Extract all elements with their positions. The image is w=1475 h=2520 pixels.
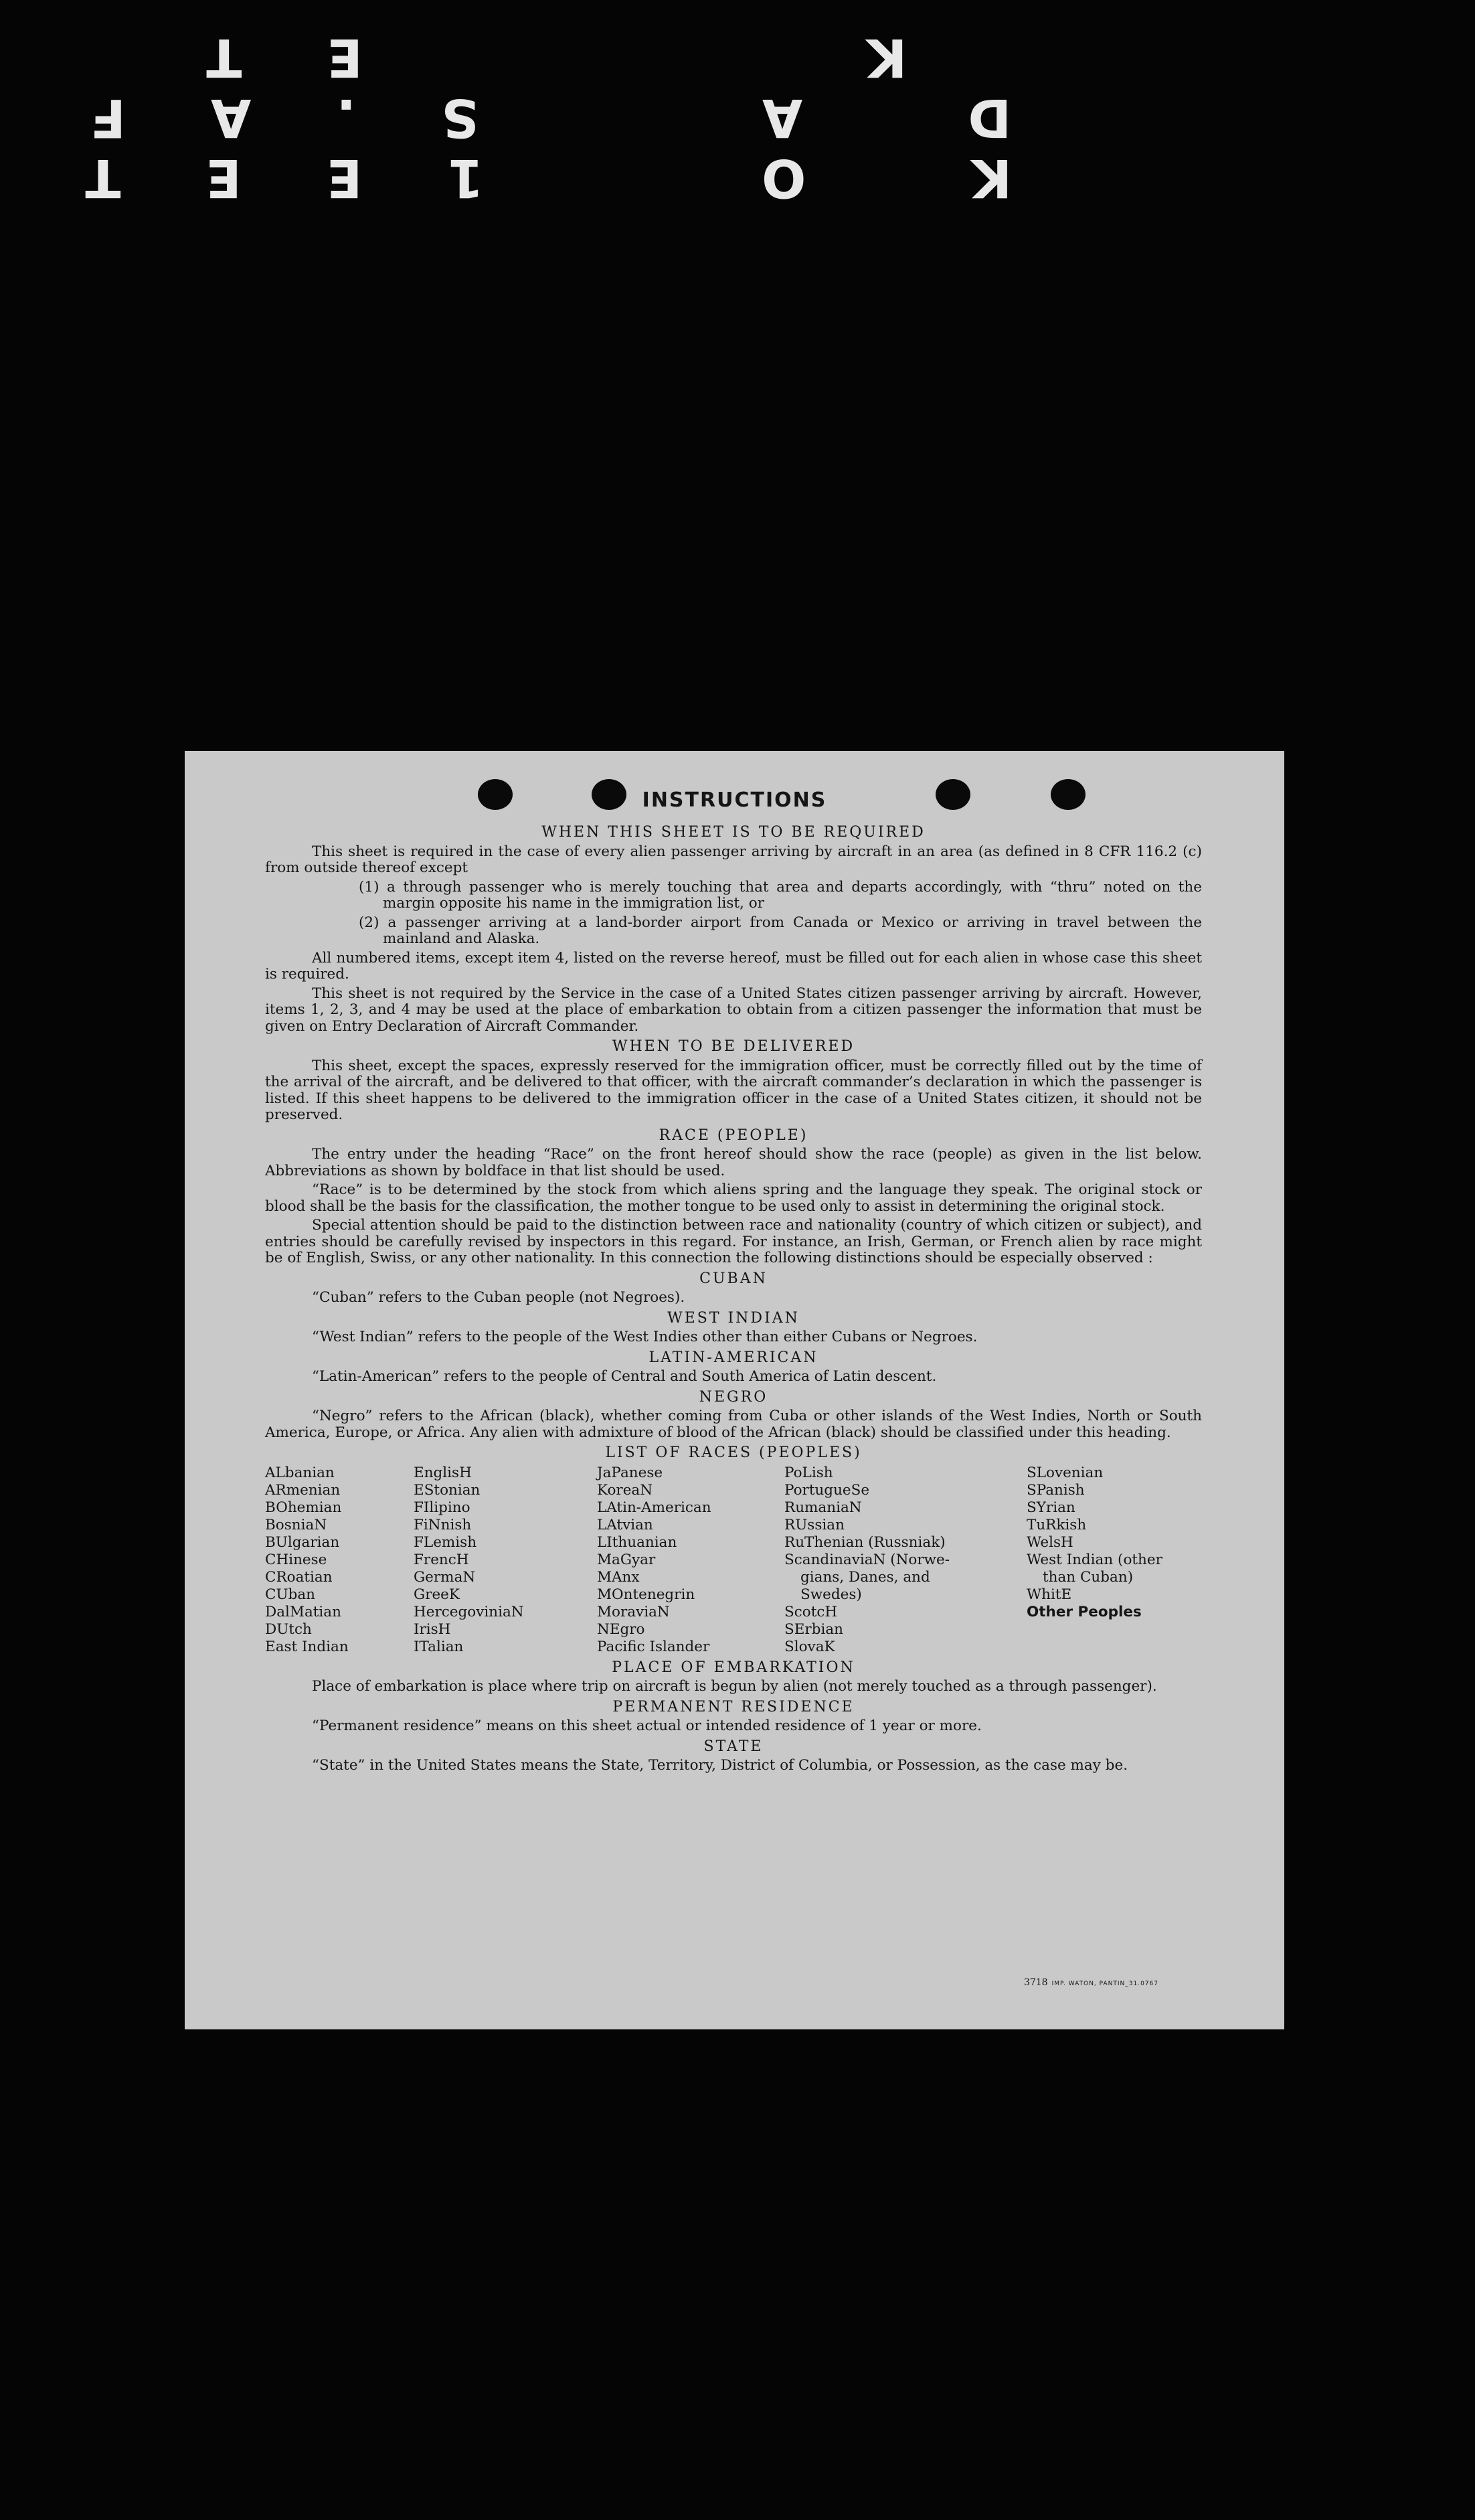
race-item: WhitE	[1027, 1586, 1072, 1603]
race-item: LAtin-American	[597, 1499, 711, 1516]
race-item: EStonian	[414, 1481, 481, 1499]
race-item: WelsH	[1027, 1533, 1073, 1551]
paragraph: “Cuban” refers to the Cuban people (not Negroes).	[312, 1289, 685, 1306]
race-item: IrisH	[414, 1620, 451, 1638]
section-heading: RACE (PEOPLE)	[659, 1126, 808, 1144]
section-heading: WHEN TO BE DELIVERED	[612, 1038, 855, 1055]
race-item: DalMatian	[265, 1603, 341, 1620]
race-item: FIlipino	[414, 1499, 470, 1516]
race-item: BUlgarian	[265, 1533, 340, 1551]
section-heading: PERMANENT RESIDENCE	[612, 1698, 855, 1715]
race-item: CUban	[265, 1586, 315, 1603]
section-heading: STATE	[703, 1738, 764, 1755]
paragraph: All numbered items, except item 4, listed on the reverse hereof, must be filled out for each alien in whose case this sheet is required.	[265, 949, 1202, 983]
paragraph: “Permanent residence” means on this sheet actual or intended residence of 1 year or more.	[312, 1717, 982, 1734]
race-item: JaPanese	[597, 1464, 663, 1481]
race-item: HercegoviniaN	[414, 1603, 524, 1620]
race-item: Pacific Islander	[597, 1638, 710, 1655]
race-item: NEgro	[597, 1620, 645, 1638]
paragraph: Special attention should be paid to the distinction between race and nationality (country of which citizen or subject), and entries should be carefully revised by inspectors in this regard. For instance, an Irish, German, or French alien by race might be of English, Swiss, or any other nationality. In this connection the following distinctions should be especially observed :	[265, 1217, 1202, 1266]
race-item: RUssian	[784, 1516, 845, 1533]
race-item: SLovenian	[1027, 1464, 1104, 1481]
instructions-sheet	[185, 751, 1284, 2029]
race-item: EnglisH	[414, 1464, 472, 1481]
race-item: BOhemian	[265, 1499, 342, 1516]
race-item: KoreaN	[597, 1481, 653, 1499]
race-list	[265, 1464, 1202, 1656]
race-item: CHinese	[265, 1551, 327, 1568]
race-item: GermaN	[414, 1568, 476, 1586]
race-item: FrencH	[414, 1551, 469, 1568]
paragraph: “State” in the United States means the State, Territory, District of Columbia, or Possession, as the case may be.	[312, 1757, 1128, 1774]
race-item: SErbian	[784, 1620, 844, 1638]
race-item: ITalian	[414, 1638, 464, 1655]
section-heading: LIST OF RACES (PEOPLES)	[605, 1444, 862, 1461]
race-item: West Indian (other	[1027, 1551, 1162, 1568]
race-item: East Indian	[265, 1638, 349, 1655]
race-item: ALbanian	[265, 1464, 335, 1481]
race-item: BosniaN	[265, 1516, 327, 1533]
race-column	[597, 1464, 784, 1656]
film-edge-text-right: K O D A K	[688, 27, 1012, 207]
race-column	[784, 1464, 1027, 1656]
form-number: 3718	[1023, 1977, 1048, 1988]
race-item: MOntenegrin	[597, 1586, 695, 1603]
race-item: PoLish	[784, 1464, 833, 1481]
page-title: INSTRUCTIONS	[642, 788, 827, 812]
section-heading: PLACE OF EMBARKATION	[612, 1659, 855, 1676]
race-item: SlovaK	[784, 1638, 835, 1655]
race-column	[265, 1464, 414, 1656]
race-item: GreeK	[414, 1586, 460, 1603]
race-column	[1027, 1464, 1202, 1656]
race-item: CRoatian	[265, 1568, 333, 1586]
paragraph: This sheet is required in the case of every alien passenger arriving by aircraft in an area (as defined in 8 CFR 116.2 (c) from outside thereof except	[265, 843, 1202, 876]
race-column	[414, 1464, 597, 1656]
race-item: MoraviaN	[597, 1603, 670, 1620]
paragraph: “Negro” refers to the African (black), whether coming from Cuba or other islands of the West Indies, North or South America, Europe, or Africa. Any alien with admixture of blood of the African (black) should be classified under this heading.	[265, 1408, 1202, 1441]
section-heading: LATIN-AMERICAN	[648, 1349, 818, 1366]
race-item: SYrian	[1027, 1499, 1075, 1516]
paragraph: “Race” is to be determined by the stock from which aliens spring and the language they speak. The original stock or blood shall be the basis for the classification, the mother tongue to be used only to assist in determining the original stock.	[265, 1181, 1202, 1215]
paragraph: Place of embarkation is place where trip on aircraft is begun by alien (not merely touched as a through passenger).	[312, 1678, 1157, 1695]
paragraph: This sheet is not required by the Service in the case of a United States citizen passenger arriving by aircraft. However, items 1, 2, 3, and 4 may be used at the place of embarkation to obtain from a citizen passenger the information that must be given on Entry Declaration of Aircraft Commander.	[265, 985, 1202, 1035]
race-item: LAtvian	[597, 1516, 653, 1533]
race-item: FLemish	[414, 1533, 477, 1551]
race-item: LIthuanian	[597, 1533, 677, 1551]
race-item: gians, Danes, and	[800, 1568, 930, 1586]
paragraph: “West Indian” refers to the people of the West Indies other than either Cubans or Negroes.	[312, 1329, 978, 1345]
form-footer	[1024, 1977, 1158, 1988]
race-item: Other Peoples	[1027, 1603, 1142, 1620]
paragraph: The entry under the heading “Race” on the front hereof should show the race (people) as given in the list below. Abbreviations as shown by boldface in that list should be used.	[265, 1146, 1202, 1179]
race-item: FiNnish	[414, 1516, 472, 1533]
paragraph: This sheet, except the spaces, expressly reserved for the immigration officer, must be correctly filled out by the time of the arrival of the aircraft, and be delivered to that officer, with the aircraft commander’s declaration in which the passenger is listed. If this sheet happens to be delivered to the immigration officer in the case of a United States citizen, it should not be preserved.	[265, 1057, 1202, 1123]
race-item: than Cuban)	[1043, 1568, 1134, 1586]
race-item: Swedes)	[800, 1586, 862, 1603]
race-item: MAnx	[597, 1568, 640, 1586]
race-item: ScotcH	[784, 1603, 838, 1620]
race-item: RumaniaN	[784, 1499, 862, 1516]
list-item: (1) a through passenger who is merely touching that area and departs accordingly, with “thru” noted on the margin opposite his name in the immigration list, or	[359, 878, 1202, 912]
race-item: PortugueSe	[784, 1481, 870, 1499]
race-item: RuThenian (Russniak)	[784, 1533, 946, 1551]
section-heading: WEST INDIAN	[667, 1309, 800, 1327]
document-body	[265, 821, 1202, 1777]
list-item: (2) a passenger arriving at a land-border airport from Canada or Mexico or arriving in travel between the mainland and Alaska.	[359, 914, 1202, 947]
race-item: TuRkish	[1027, 1516, 1087, 1533]
printer-imprint: IMP. WATON, PANTIN_31.0767	[1051, 1981, 1158, 1987]
race-item: ARmenian	[265, 1481, 341, 1499]
film-edge-text-left: 1 E E T S . A F E T	[52, 27, 484, 207]
race-item: ScandinaviaN (Norwe-	[784, 1551, 950, 1568]
paragraph: “Latin-American” refers to the people of Central and South America of Latin descent.	[312, 1368, 937, 1385]
race-item: DUtch	[265, 1620, 312, 1638]
film-edge	[0, 0, 1475, 207]
section-heading: NEGRO	[699, 1388, 768, 1406]
section-heading: CUBAN	[699, 1270, 768, 1287]
section-heading: WHEN THIS SHEET IS TO BE REQUIRED	[541, 824, 926, 841]
race-item: MaGyar	[597, 1551, 656, 1568]
race-item: SPanish	[1027, 1481, 1085, 1499]
